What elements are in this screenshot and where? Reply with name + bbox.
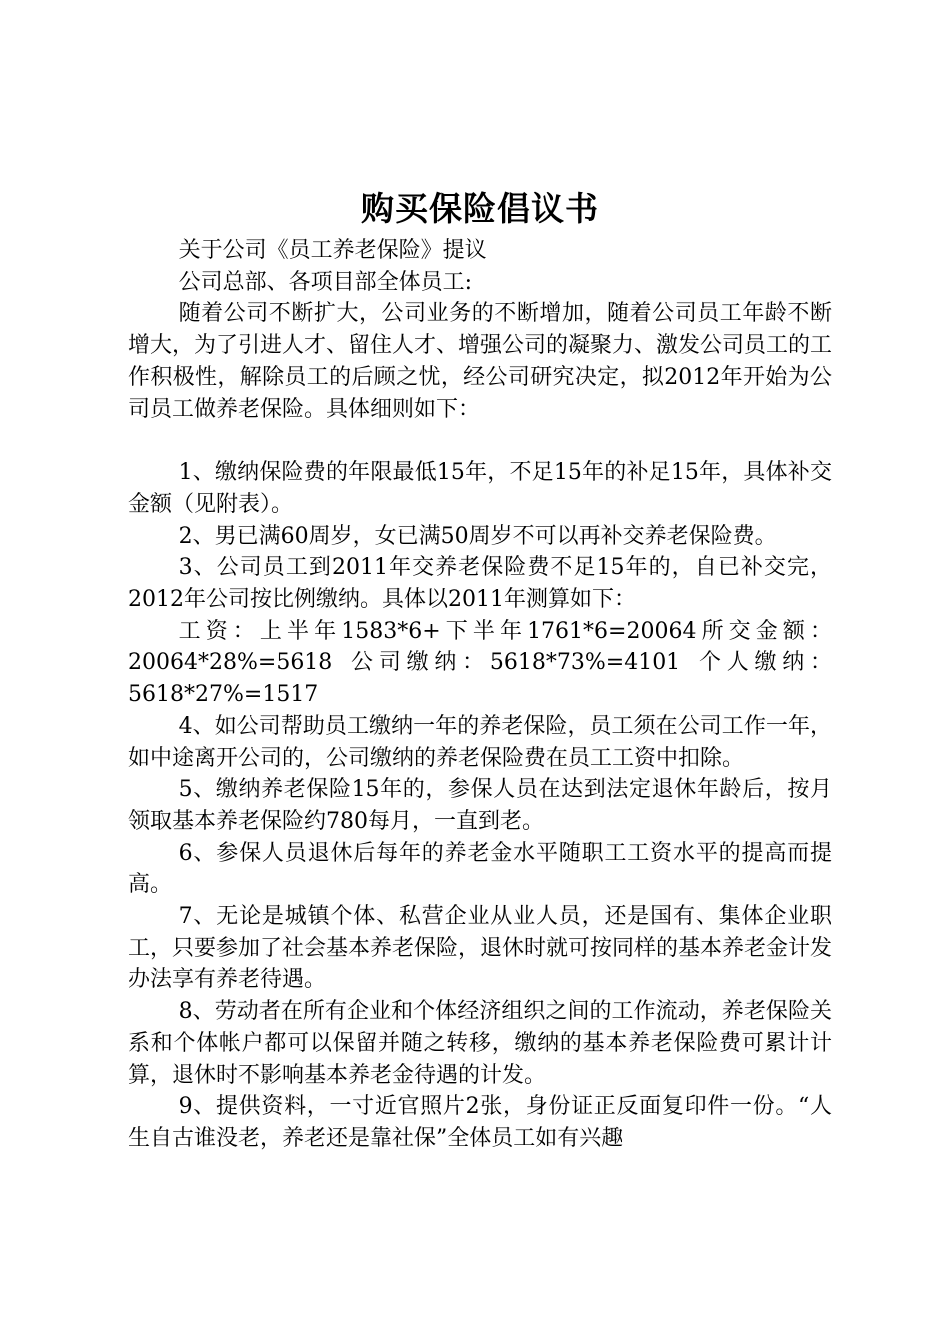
calculation-example: 工资：上半年1583*6+下半年1761*6=20064所交金额：20064*28%=5618 公司缴纳：5618*73%=4101 个人缴纳：5618*27%=1517	[128, 618, 832, 708]
salutation: 公司总部、各项目部全体员工:	[178, 269, 473, 295]
intro-paragraph: 随着公司不断扩大，公司业务的不断增加，随着公司员工年龄不断增大，为了引进人才、留住人才、增强公司的凝聚力、激发公司员工的工作积极性，解除员工的后顾之忧，经公司研究决定，拟2012年开始为公司员工做养老保险。具体细则如下：	[128, 301, 833, 422]
clause-6: 6、参保人员退休后每年的养老金水平随职工工资水平的提高而提高。	[128, 840, 832, 898]
clause-7: 7、无论是城镇个体、私营企业从业人员，还是国有、集体企业职工，只要参加了社会基本养老保险，退休时就可按同样的基本养老金计发办法享有养老待遇。	[128, 904, 833, 993]
document-title: 购买保险倡议书	[361, 189, 599, 228]
clause-4: 4、如公司帮助员工缴纳一年的养老保险，员工须在公司工作一年，如中途离开公司的，公司缴纳的养老保险费在员工工资中扣除。	[128, 713, 832, 771]
clause-8: 8、劳动者在所有企业和个体经济组织之间的工作流动，养老保险关系和个体帐户都可以保留并随之转移，缴纳的基本养老保险费可累计计算，退休时不影响基本养老金待遇的计发。	[128, 999, 832, 1088]
clause-1: 1、缴纳保险费的年限最低15年，不足15年的补足15年，具体补交金额（见附表）。	[128, 460, 832, 517]
clause-9: 9、提供资料，一寸近官照片2张，身份证正反面复印件一份。“人生自古谁没老，养老还是靠社保”全体员工如有兴趣	[128, 1094, 832, 1151]
clause-5: 5、缴纳养老保险15年的，参保人员在达到法定退休年龄后，按月领取基本养老保险约780每月，一直到老。	[128, 777, 832, 834]
document-page	[128, 183, 832, 1155]
document-body	[128, 235, 832, 1155]
clause-2: 2、男已满60周岁，女已满50周岁不可以再补交养老保险费。	[178, 523, 777, 549]
subject-line: 关于公司《员工养老保险》提议	[178, 238, 487, 263]
clause-3: 3、公司员工到2011年交养老保险费不足15年的，自已补交完，2012年公司按比例缴纳。具体以2011年测算如下：	[128, 555, 832, 613]
